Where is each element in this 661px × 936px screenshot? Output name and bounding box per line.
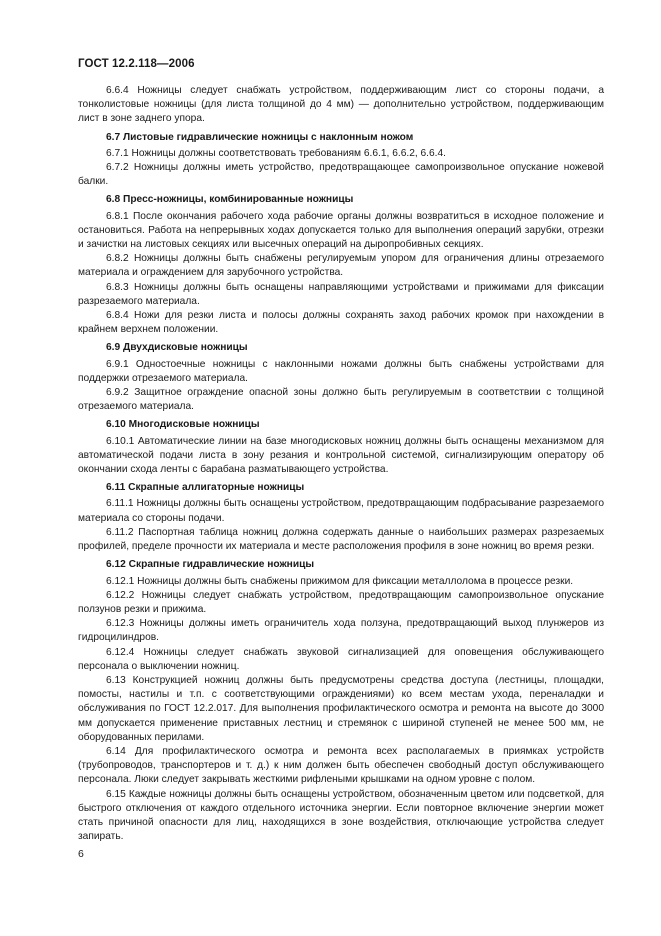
clause-6-15: 6.15 Каждые ножницы должны быть оснащены устройством, обозначенным цветом или подсветкой, для быстрого отключения от каждого отдельного источника энергии. Если повторное включение энергии может стать причиной опасности для лиц, находящихся в зоне воздействия, отключающие устройства следует запирать.	[78, 788, 604, 843]
section-heading-6-7: 6.7 Листовые гидравлические ножницы с наклонным ножом	[106, 131, 414, 143]
section-heading-6-12: 6.12 Скрапные гидравлические ножницы	[106, 559, 315, 571]
clause-6-7-1: 6.7.1 Ножницы должны соответствовать требованиям 6.6.1, 6.6.2, 6.6.4.	[106, 147, 447, 159]
clause-6-13: 6.13 Конструкцией ножниц должны быть предусмотрены средства доступа (лестницы, площадки, помосты, настилы и т.п. с соответствующими ограждениями) ко всем местам ухода, переналадки и обслуживания по ГОСТ 12.2.017. Для выполнения профилактического осмотра и ремонта на высоте до 3000 мм допускается применение приставных лестниц и стремянок с шириной ступеней не менее 500 мм, не оборудованных перилами.	[78, 674, 604, 743]
section-heading-6-11: 6.11 Скрапные аллигаторные ножницы	[106, 482, 305, 494]
clause-6-8-1: 6.8.1 После окончания рабочего хода рабочие органы должны возвратиться в исходное положение и остановиться. Работа на непрерывных ходах допускается только для выполнения операций зарубки, отрезки и зачистки на листовых секциях или высечных операций на дыропробивных секциях.	[78, 210, 604, 251]
clause-6-7-2: 6.7.2 Ножницы должны иметь устройство, предотвращающее самопроизвольное опускание ножевой балки.	[78, 162, 604, 188]
clause-6-12-4: 6.12.4 Ножницы следует снабжать звуковой сигнализацией для оповещения обслуживающего персонала о выключении ножниц.	[78, 646, 604, 672]
section-heading-6-10: 6.10 Многодисковые ножницы	[106, 419, 260, 431]
clause-6-9-2: 6.9.2 Защитное ограждение опасной зоны должно быть регулируемым в соответствии с толщиной отрезаемого материала.	[78, 387, 604, 413]
clause-6-11-2: 6.11.2 Паспортная таблица ножниц должна содержать данные о наибольших размерах разрезаемых профилей, пределе прочности их материала и месте расположения профиля в зоне ножниц во время резки.	[78, 526, 604, 553]
section-heading-6-9: 6.9 Двухдисковые ножницы	[106, 342, 248, 354]
clause-6-12-2: 6.12.2 Ножницы следует снабжать устройством, предотвращающим самопроизвольное опускание ползунов резки и прижима.	[78, 589, 604, 615]
clause-6-11-1: 6.11.1 Ножницы должны быть оснащены устройством, предотвращающим подбрасывание разрезаемого материала со стороны подачи.	[78, 498, 604, 524]
clause-6-14: 6.14 Для профилактического осмотра и ремонта всех располагаемых в приямках устройств (трубопроводов, транспортеров и т. д.) к ним должен быть обеспечен свободный доступ обслуживающего персонала. Люки следует закрывать жесткими рифлеными крышками на одном уровне с полом.	[78, 745, 604, 786]
clause-6-10-1: 6.10.1 Автоматические линии на базе многодисковых ножниц должны быть оснащены механизмом для автоматической подачи листа в зону резания и контрольной системой, сигнализирующим оператору об окончании схода ленты с барабана разматывающего устройства.	[78, 435, 604, 476]
clause-6-12-1: 6.12.1 Ножницы должны быть снабжены прижимом для фиксации металлолома в процессе резки.	[106, 575, 574, 587]
section-heading-6-8: 6.8 Пресс-ножницы, комбинированные ножницы	[106, 194, 354, 206]
page-number: 6	[78, 848, 84, 860]
clause-6-8-2: 6.8.2 Ножницы должны быть снабжены регулируемым упором для ограничения длины отрезаемого материала и ограждением для зарубочного устройства.	[78, 253, 604, 279]
clause-6-12-3: 6.12.3 Ножницы должны иметь ограничитель хода ползуна, предотвращающий выход плунжеров из гидроцилиндров.	[78, 618, 604, 644]
document-page	[78, 58, 604, 844]
clause-6-9-1: 6.9.1 Одностоечные ножницы с наклонными ножами должны быть снабжены устройствами для поддержки отрезаемого материала.	[78, 358, 604, 384]
clause-6-6-4: 6.6.4 Ножницы следует снабжать устройством, поддерживающим лист со стороны подачи, а тонколистовые ножницы (для листа толщиной до 4 мм) — дополнительно устройством, поддерживающим лист в зоне заднего упора.	[78, 85, 604, 125]
clause-6-8-4: 6.8.4 Ножи для резки листа и полосы должны сохранять заход рабочих кромок при нахождении в крайнем верхнем положении.	[78, 310, 604, 336]
document-header: ГОСТ 12.2.118—2006	[78, 58, 195, 70]
clause-6-8-3: 6.8.3 Ножницы должны быть оснащены направляющими устройствами и прижимами для фиксации разрезаемого материала.	[78, 281, 604, 307]
